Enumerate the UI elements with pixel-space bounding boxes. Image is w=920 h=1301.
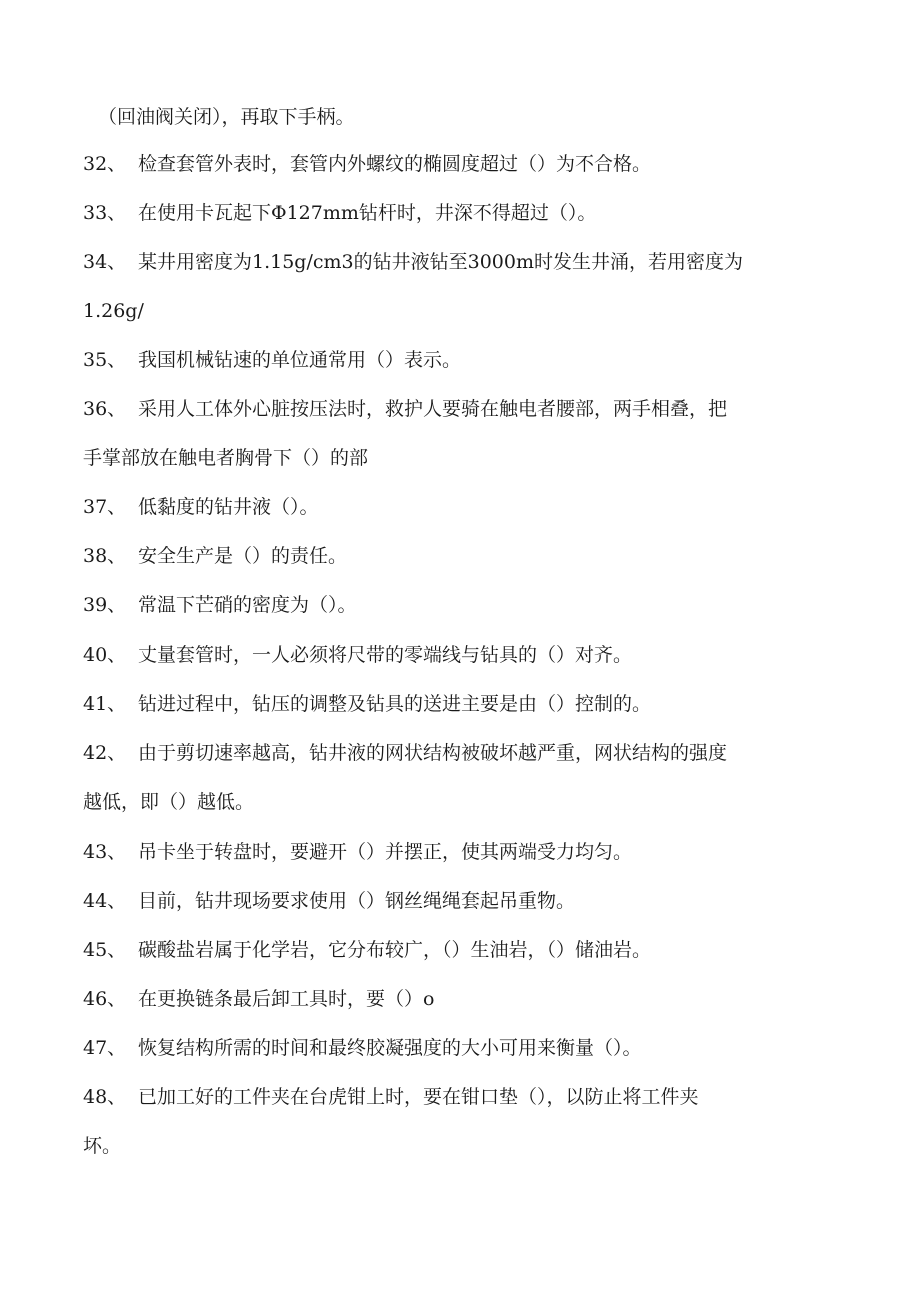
question-number: 42、 xyxy=(83,742,127,764)
question-text: 恢复结构所需的时间和最终胶凝强度的大小可用来衡量（）。 xyxy=(138,1037,642,1059)
question-number: 44、 xyxy=(83,890,127,912)
question-text: 采用人工体外心脏按压法时，救护人要骑在触电者腰部，两手相叠，把 xyxy=(138,398,728,420)
question-number: 45、 xyxy=(83,939,127,961)
question-number: 36、 xyxy=(83,398,127,420)
question-39 xyxy=(83,592,843,618)
question-number: 46、 xyxy=(83,988,127,1010)
question-text: 在使用卡瓦起下Φ127mm钻杆时，井深不得超过（）。 xyxy=(138,202,597,224)
question-47 xyxy=(83,1035,843,1061)
question-40 xyxy=(83,642,843,668)
lead-line: （回油阀关闭），再取下手柄。 xyxy=(98,106,355,128)
question-number: 35、 xyxy=(83,349,127,371)
question-34 xyxy=(83,249,843,275)
question-number: 32、 xyxy=(83,153,127,175)
question-33 xyxy=(83,200,843,226)
question-35 xyxy=(83,347,843,373)
question-45 xyxy=(83,937,843,963)
question-number: 33、 xyxy=(83,202,127,224)
question-36-continuation: 手掌部放在触电者胸骨下（）的部 xyxy=(83,447,369,469)
question-41 xyxy=(83,691,843,717)
question-text: 检查套管外表时，套管内外螺纹的椭圆度超过（）为不合格。 xyxy=(138,153,652,175)
question-number: 40、 xyxy=(83,644,127,666)
question-text: 在更换链条最后卸工具时，要（）o xyxy=(138,988,435,1010)
question-text: 目前，钻井现场要求使用（）钢丝绳绳套起吊重物。 xyxy=(138,890,576,912)
question-number: 47、 xyxy=(83,1037,127,1059)
question-text: 由于剪切速率越高，钻井液的网状结构被破坏越严重，网状结构的强度 xyxy=(138,742,728,764)
question-42 xyxy=(83,740,843,766)
question-number: 34、 xyxy=(83,251,127,273)
question-text: 碳酸盐岩属于化学岩，它分布较广，（）生油岩，（）储油岩。 xyxy=(138,939,652,961)
question-text: 常温下芒硝的密度为（）。 xyxy=(138,594,357,616)
question-48-continuation: 坏。 xyxy=(83,1135,122,1157)
question-46 xyxy=(83,986,843,1012)
question-number: 38、 xyxy=(83,545,127,567)
question-48 xyxy=(83,1084,843,1110)
question-number: 43、 xyxy=(83,841,127,863)
question-text: 我国机械钻速的单位通常用（）表示。 xyxy=(138,349,462,371)
question-number: 48、 xyxy=(83,1086,127,1108)
question-32 xyxy=(83,151,843,177)
question-number: 37、 xyxy=(83,496,127,518)
question-text: 安全生产是（）的责任。 xyxy=(138,545,348,567)
question-34-continuation: 1.26g∕ xyxy=(83,300,144,322)
question-text: 吊卡坐于转盘时，要避开（）并摆正，使其两端受力均匀。 xyxy=(138,841,633,863)
question-number: 41、 xyxy=(83,693,127,715)
question-number: 39、 xyxy=(83,594,127,616)
question-43 xyxy=(83,839,843,865)
question-37 xyxy=(83,494,843,520)
question-text: 某井用密度为1.15g∕cm3的钻井液钻至3000m时发生井涌，若用密度为 xyxy=(138,251,743,273)
question-text: 低黏度的钻井液（）。 xyxy=(138,496,319,518)
question-36 xyxy=(83,396,843,422)
question-38 xyxy=(83,543,843,569)
question-42-continuation: 越低，即（）越低。 xyxy=(83,791,255,813)
question-44 xyxy=(83,888,843,914)
question-text: 钻进过程中，钻压的调整及钻具的送进主要是由（）控制的。 xyxy=(138,693,652,715)
question-text: 丈量套管时，一人必须将尺带的零端线与钻具的（）对齐。 xyxy=(138,644,633,666)
question-text: 已加工好的工件夹在台虎钳上时，要在钳口垫（），以防止将工件夹 xyxy=(138,1086,699,1108)
